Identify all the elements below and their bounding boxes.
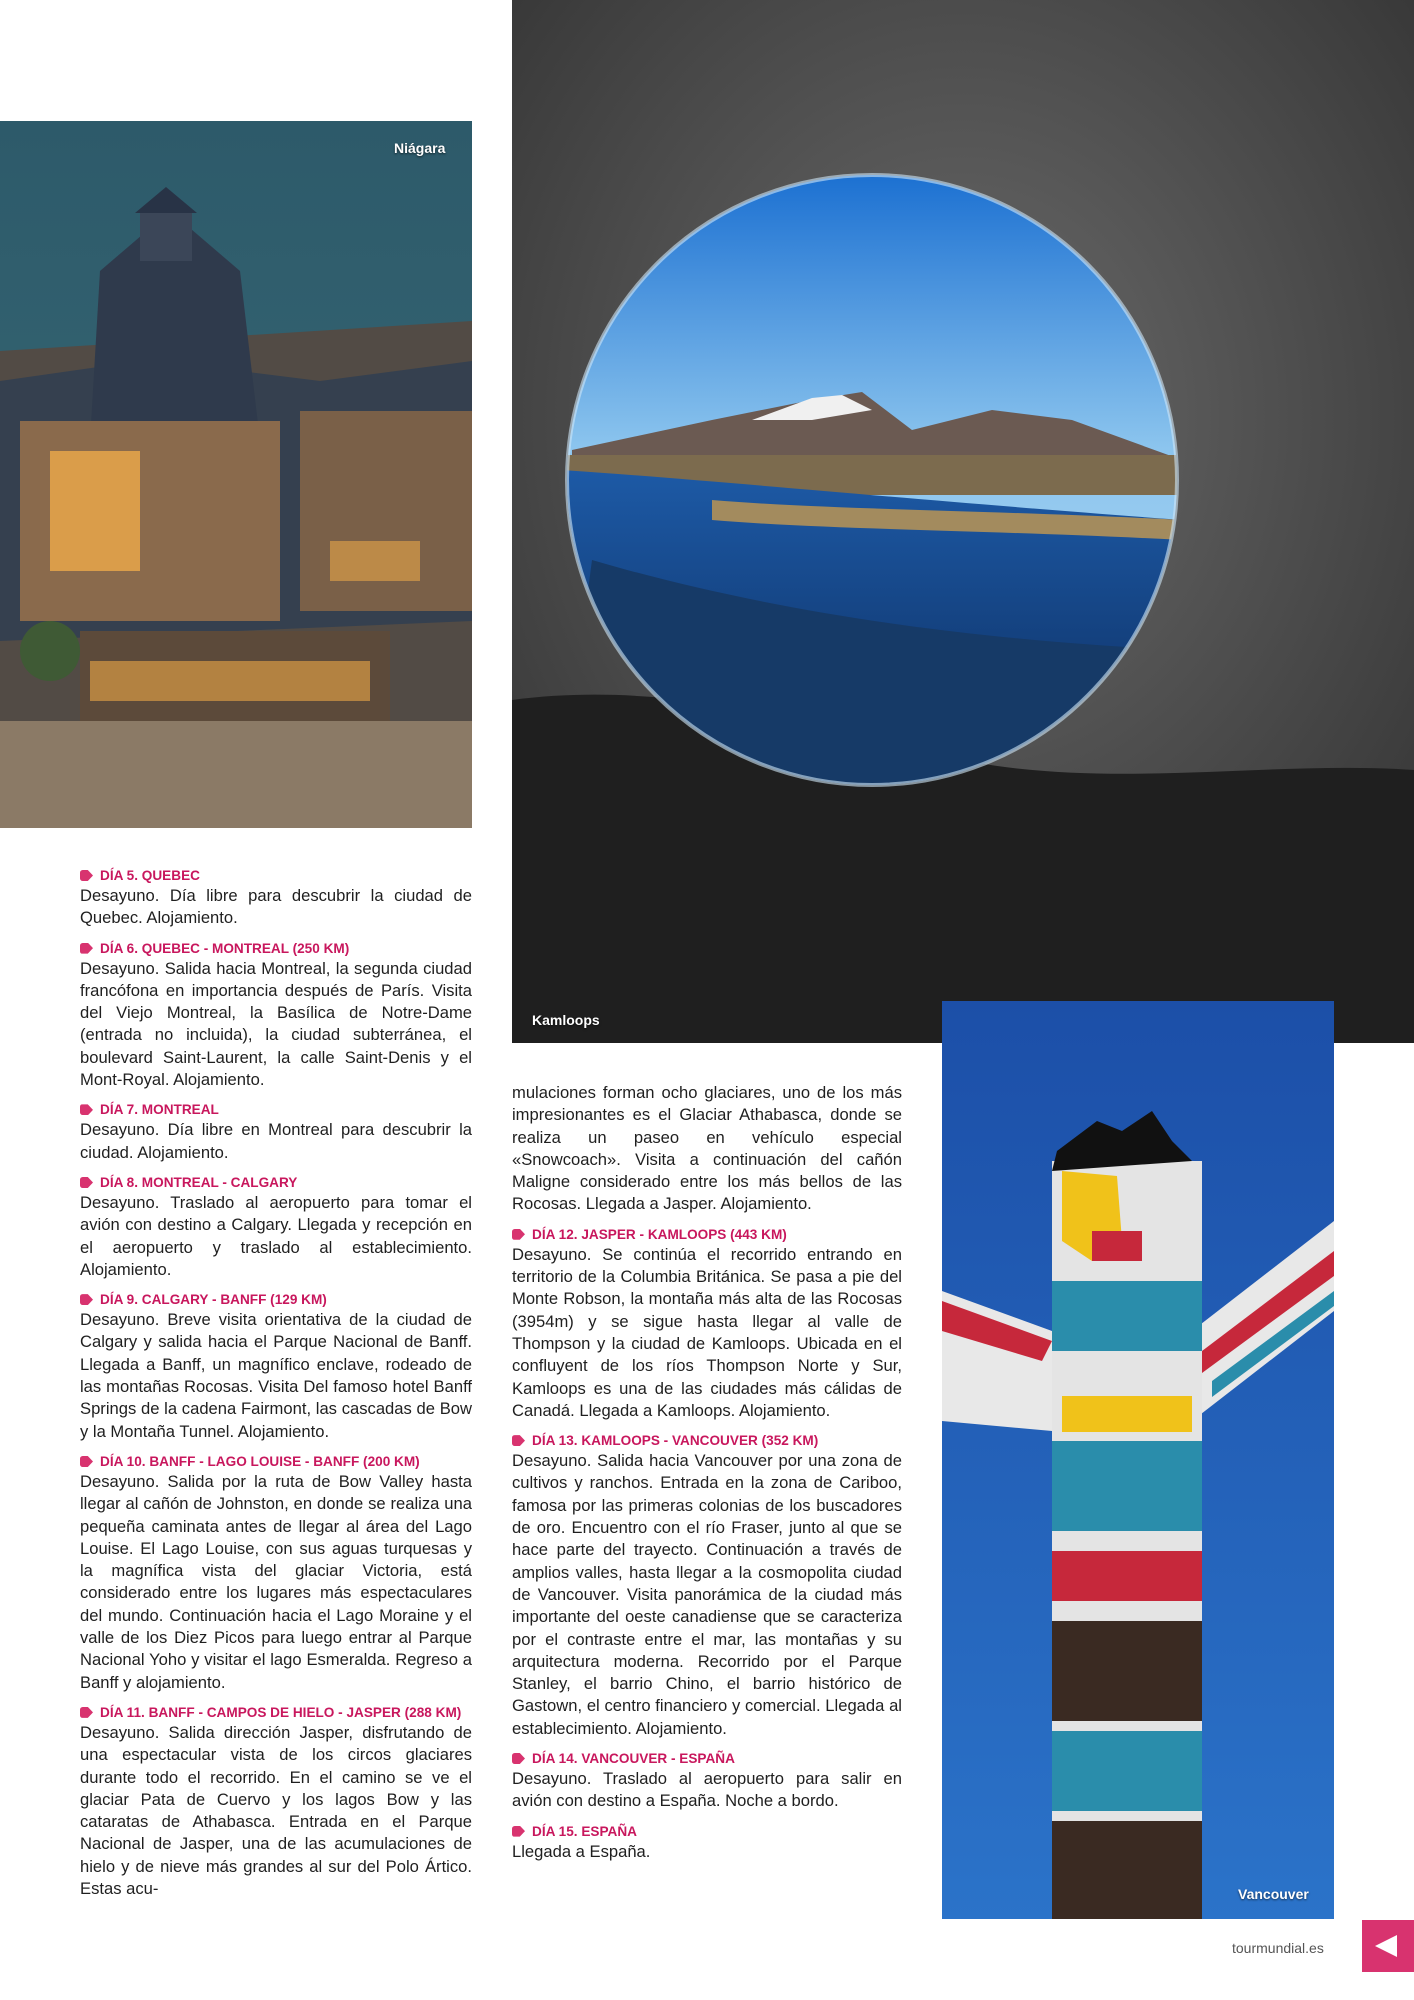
kamloops-caption: Kamloops xyxy=(532,1012,600,1028)
day-9-title: DÍA 9. CALGARY - BANFF (129 KM) xyxy=(100,1292,327,1308)
day-6-title: DÍA 6. QUEBEC - MONTREAL (250 KM) xyxy=(100,940,350,956)
itinerary-right-column xyxy=(512,1082,902,1872)
day-15 xyxy=(512,1822,902,1863)
day-10-text: Desayuno. Salida por la ruta de Bow Valley hasta llegar al cañón de Johnston, en donde se realiza una pequeña caminata antes de llegar al área del Lago Louise. El Lago Louise, con sus aguas turquesas y la magnífica vista del glaciar Victoria, está considerado entre los lugares más espectaculares del mundo. Continuación hacia el Lago Moraine y el valle de los Diez Picos para luego entrar al Parque Nacional Yoho y visitar el lago Esmeralda. Regreso a Banff y alojamiento. xyxy=(80,1471,472,1692)
day-14-heading xyxy=(512,1749,902,1768)
day-10-title: DÍA 10. BANFF - LAGO LOUISE - BANFF (200 KM) xyxy=(100,1453,420,1469)
niagara-caption: Niágara xyxy=(394,140,446,156)
day-10 xyxy=(80,1452,472,1694)
day-11-title: DÍA 11. BANFF - CAMPOS DE HIELO - JASPER (288 KM) xyxy=(100,1704,462,1720)
day-12-text: Desayuno. Se continúa el recorrido entrando en territorio de la Columbia Británica. Se pasa a pie del Monte Robson, la montaña más alta de las Rocosas (3954m) y se sigue hasta llegar al valle de Thompson y la ciudad de Kamloops. Ubicada en el confluyent de los ríos Thompson Norte y Sur, Kamloops es una de las ciudades más cálidas de Canadá. Llegada a Kamloops. Alojamiento. xyxy=(512,1244,902,1420)
day-8-title: DÍA 8. MONTREAL - CALGARY xyxy=(100,1174,298,1190)
bullet-icon xyxy=(80,1456,93,1467)
vancouver-caption: Vancouver xyxy=(1238,1886,1309,1902)
bullet-icon xyxy=(512,1753,525,1764)
day-14-title: DÍA 14. VANCOUVER - ESPAÑA xyxy=(532,1751,735,1767)
bullet-icon xyxy=(80,1294,93,1305)
day-9 xyxy=(80,1290,472,1443)
footer-url[interactable]: tourmundial.es xyxy=(1232,1940,1324,1956)
day-7-text: Desayuno. Día libre en Montreal para descubrir la ciudad. Alojamiento. xyxy=(80,1120,472,1162)
niagara-photo xyxy=(0,121,472,828)
day-15-title: DÍA 15. ESPAÑA xyxy=(532,1823,637,1839)
day-12-heading xyxy=(512,1225,902,1244)
day-6-text: Desayuno. Salida hacia Montreal, la segunda ciudad francófona en importancia después de París. Visita del Viejo Montreal, la Basílica de Notre-Dame (entrada no incluida), la ciudad subterránea, el boulevard Saint-Laurent, la calle Saint-Denis y el Mont-Royal. Alojamiento. xyxy=(80,958,472,1090)
day-11 xyxy=(80,1703,472,1900)
kamloops-photo xyxy=(512,0,1414,1043)
bullet-icon xyxy=(80,870,93,881)
vancouver-photo xyxy=(942,1001,1334,1919)
day-12 xyxy=(512,1225,902,1422)
day-15-text: Llegada a España. xyxy=(512,1841,651,1861)
day-6-heading xyxy=(80,939,472,958)
day-8-text: Desayuno. Traslado al aeropuerto para tomar el avión con destino a Calgary. Llegada y recepción en el aeropuerto y traslado al establecimiento. Alojamiento. xyxy=(80,1192,472,1279)
back-page-button[interactable] xyxy=(1362,1920,1414,1972)
day-8-heading xyxy=(80,1173,472,1192)
day-9-text: Desayuno. Breve visita orientativa de la ciudad de Calgary y salida hacia el Parque Nacional de Banff. Llegada a Banff, un magnífico enclave, rodeado de las montañas Rocosas. Visita Del famoso hotel Banff Springs de la cadena Fairmont, las cascadas de Bow y la Montaña Tunnel. Alojamiento. xyxy=(80,1310,472,1441)
day-5 xyxy=(80,866,472,930)
day-11-heading xyxy=(80,1703,472,1722)
triangle-left-icon xyxy=(1375,1935,1397,1957)
bullet-icon xyxy=(512,1229,525,1240)
day-11-text: Desayuno. Salida dirección Jasper, disfrutando de una espectacular vista de los circos glaciares durante todo el recorrido. En el camino se ve el glaciar Pata de Cuervo y los lagos Bow y las cataratas de Athabasca. Entrada en el Parque Nacional de Jasper, una de las acumulaciones de hielo y de nieve más grandes al sur del Polo Ártico. Estas acu- xyxy=(80,1722,472,1898)
day-7-title: DÍA 7. MONTREAL xyxy=(100,1102,219,1118)
day-8 xyxy=(80,1173,472,1281)
day-7 xyxy=(80,1100,472,1164)
day-13-title: DÍA 13. KAMLOOPS - VANCOUVER (352 KM) xyxy=(532,1433,819,1449)
day-7-heading xyxy=(80,1100,472,1119)
bullet-icon xyxy=(512,1435,525,1446)
day-10-heading xyxy=(80,1452,472,1471)
bullet-icon xyxy=(512,1826,525,1837)
day-12-title: DÍA 12. JASPER - KAMLOOPS (443 KM) xyxy=(532,1226,787,1242)
day-14 xyxy=(512,1749,902,1813)
bullet-icon xyxy=(80,1104,93,1115)
bullet-icon xyxy=(80,1707,93,1718)
day-14-text: Desayuno. Traslado al aeropuerto para salir en avión con destino a España. Noche a bordo. xyxy=(512,1769,902,1811)
day-9-heading xyxy=(80,1290,472,1309)
day-13-text: Desayuno. Salida hacia Vancouver por una zona de cultivos y ranchos. Entrada en la zona de Cariboo, famosa por las primeras colonias de los buscadores de oro. Encuentro con el río Fraser, junto al que se hace parte del trayecto. Continuación a través de amplios valles, hasta llegar a la cosmopolita ciudad de Vancouver. Visita panorámica de la ciudad más importante del oeste canadiense que se caracteriza por el contraste entre el mar, las montañas y su arquitectura moderna. Recorrido por el Parque Stanley, el barrio Chino, el barrio histórico de Gastown, el centro financiero y comercial. Llegada al establecimiento. Alojamiento. xyxy=(512,1451,902,1738)
day-5-title: DÍA 5. QUEBEC xyxy=(100,868,200,883)
itinerary-left-column xyxy=(80,866,472,1909)
day-5-text: Desayuno. Día libre para descubrir la ciudad de Quebec. Alojamiento. xyxy=(80,886,472,928)
bullet-icon xyxy=(80,943,93,954)
day-11-continuation: mulaciones forman ocho glaciares, uno de los más impresionantes es el Glaciar Athabasca, donde se realiza un paseo en vehículo especial «Snowcoach». Visita a continuación del cañón Maligne considerado entre los más bellos de las Rocosas. Llegada a Jasper. Alojamiento. xyxy=(512,1083,902,1214)
day-13-heading xyxy=(512,1431,902,1450)
day-15-heading xyxy=(512,1822,902,1841)
bullet-icon xyxy=(80,1177,93,1188)
day-13 xyxy=(512,1431,902,1740)
day-5-heading xyxy=(80,866,472,885)
day-6 xyxy=(80,939,472,1092)
